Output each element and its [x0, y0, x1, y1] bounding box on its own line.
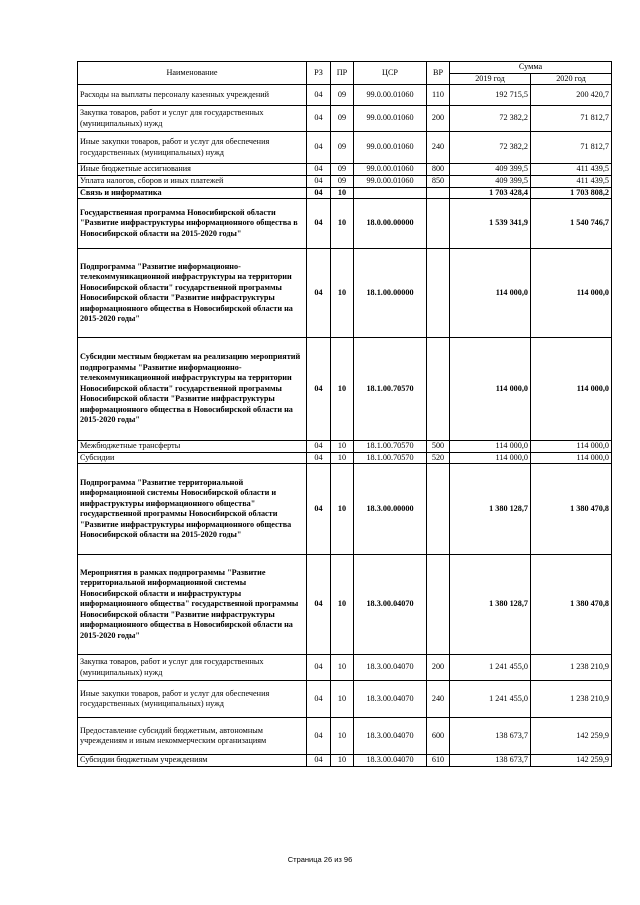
table-row — [78, 555, 612, 655]
cell-rz: 04 — [307, 199, 331, 249]
cell-csr: 18.1.00.70570 — [354, 338, 427, 441]
table-row — [78, 132, 612, 164]
cell-sum-2019: 72 382,2 — [450, 106, 531, 132]
cell-vr: 500 — [427, 441, 450, 453]
cell-sum-2020: 114 000,0 — [531, 452, 612, 464]
cell-sum-2019: 409 399,5 — [450, 176, 531, 188]
cell-csr: 99.0.00.01060 — [354, 85, 427, 106]
cell-vr: 200 — [427, 106, 450, 132]
cell-pr: 09 — [331, 132, 354, 164]
cell-rz: 04 — [307, 755, 331, 767]
cell-rz: 04 — [307, 132, 331, 164]
header-pr: ПР — [331, 62, 354, 85]
cell-name: Субсидии — [78, 452, 307, 464]
cell-sum-2020: 1 380 470,8 — [531, 555, 612, 655]
cell-rz: 04 — [307, 187, 331, 199]
cell-vr: 200 — [427, 655, 450, 681]
cell-rz: 04 — [307, 164, 331, 176]
cell-csr: 18.3.00.04070 — [354, 681, 427, 718]
cell-rz: 04 — [307, 655, 331, 681]
table-row — [78, 187, 612, 199]
cell-sum-2019: 192 715,5 — [450, 85, 531, 106]
header-name: Наименование — [78, 62, 307, 85]
cell-pr: 10 — [331, 718, 354, 755]
cell-name: Иные закупки товаров, работ и услуг для обеспечения государственных (муниципальных) нужд — [78, 681, 307, 718]
cell-pr: 10 — [331, 452, 354, 464]
cell-sum-2020: 142 259,9 — [531, 718, 612, 755]
cell-pr: 10 — [331, 199, 354, 249]
cell-name: Закупка товаров, работ и услуг для государственных (муниципальных) нужд — [78, 106, 307, 132]
cell-csr: 99.0.00.01060 — [354, 106, 427, 132]
cell-sum-2020: 71 812,7 — [531, 132, 612, 164]
table-row — [78, 755, 612, 767]
cell-name: Подпрограмма "Развитие территориальной информационной системы Новосибирской области и инфраструктуры информационного общества" государственной программы Новосибирской области "Развитие инфраструктуры информационного общества Новосибирской области на 2015-2020 годы" — [78, 464, 307, 555]
table-row — [78, 199, 612, 249]
cell-sum-2019: 1 241 455,0 — [450, 655, 531, 681]
cell-rz: 04 — [307, 464, 331, 555]
cell-csr: 99.0.00.01060 — [354, 176, 427, 188]
cell-vr: 800 — [427, 164, 450, 176]
cell-pr: 10 — [331, 338, 354, 441]
cell-rz: 04 — [307, 452, 331, 464]
cell-csr: 18.3.00.04070 — [354, 655, 427, 681]
cell-sum-2019: 1 380 128,7 — [450, 464, 531, 555]
cell-csr: 18.1.00.70570 — [354, 452, 427, 464]
cell-sum-2019: 114 000,0 — [450, 249, 531, 338]
header-rz: РЗ — [307, 62, 331, 85]
cell-name: Подпрограмма "Развитие информационно-телекоммуникационной инфраструктуры на территории Новосибирской области" государственной программы Новосибирской области "Развитие инфраструктуры информационного общества в Новосибирской области на 2015-2020 годы" — [78, 249, 307, 338]
cell-sum-2019: 1 539 341,9 — [450, 199, 531, 249]
cell-name: Межбюджетные трансферты — [78, 441, 307, 453]
cell-pr: 10 — [331, 249, 354, 338]
cell-vr — [427, 555, 450, 655]
table-row — [78, 464, 612, 555]
cell-pr: 10 — [331, 681, 354, 718]
cell-pr: 10 — [331, 464, 354, 555]
table-row — [78, 681, 612, 718]
cell-csr: 18.3.00.04070 — [354, 718, 427, 755]
cell-rz: 04 — [307, 176, 331, 188]
cell-sum-2020: 1 703 808,2 — [531, 187, 612, 199]
cell-rz: 04 — [307, 106, 331, 132]
table-row — [78, 176, 612, 188]
header-year-2019: 2019 год — [450, 73, 531, 85]
cell-csr: 99.0.00.01060 — [354, 164, 427, 176]
cell-csr: 18.1.00.70570 — [354, 441, 427, 453]
cell-csr: 18.0.00.00000 — [354, 199, 427, 249]
table-row — [78, 452, 612, 464]
cell-sum-2020: 142 259,9 — [531, 755, 612, 767]
table-row — [78, 164, 612, 176]
cell-name: Расходы на выплаты персоналу казенных учреждений — [78, 85, 307, 106]
table-row — [78, 718, 612, 755]
cell-pr: 09 — [331, 176, 354, 188]
table-row — [78, 655, 612, 681]
cell-vr: 850 — [427, 176, 450, 188]
cell-sum-2019: 138 673,7 — [450, 718, 531, 755]
cell-sum-2019: 409 399,5 — [450, 164, 531, 176]
cell-name: Субсидии местным бюджетам на реализацию мероприятий подпрограммы "Развитие информационно-телекоммуникационной инфраструктуры на территории Новосибирской области" государственной программы Новосибирской области "Развитие инфраструктуры информационного общества в Новосибирской области на 2015-2020 годы" — [78, 338, 307, 441]
table-body — [78, 85, 612, 767]
cell-sum-2020: 411 439,5 — [531, 164, 612, 176]
cell-sum-2020: 411 439,5 — [531, 176, 612, 188]
cell-sum-2020: 71 812,7 — [531, 106, 612, 132]
cell-name: Государственная программа Новосибирской области "Развитие инфраструктуры информационного общества в Новосибирской области на 2015-2020 годы" — [78, 199, 307, 249]
cell-sum-2020: 1 238 210,9 — [531, 681, 612, 718]
header-sum: Сумма — [450, 62, 612, 74]
cell-sum-2019: 114 000,0 — [450, 338, 531, 441]
cell-sum-2019: 114 000,0 — [450, 441, 531, 453]
cell-csr: 99.0.00.01060 — [354, 132, 427, 164]
cell-vr: 110 — [427, 85, 450, 106]
cell-pr: 10 — [331, 755, 354, 767]
cell-name: Мероприятия в рамках подпрограммы "Развитие территориальной информационной системы Новосибирской области и инфраструктуры информационного общества" государственной программы Новосибирской области "Развитие инфраструктуры информационного общества в Новосибирской области на 2015-2020 годы" — [78, 555, 307, 655]
cell-csr: 18.3.00.04070 — [354, 755, 427, 767]
cell-pr: 09 — [331, 106, 354, 132]
cell-rz: 04 — [307, 338, 331, 441]
table-row — [78, 338, 612, 441]
cell-vr: 240 — [427, 132, 450, 164]
cell-sum-2019: 1 241 455,0 — [450, 681, 531, 718]
cell-sum-2019: 138 673,7 — [450, 755, 531, 767]
cell-rz: 04 — [307, 85, 331, 106]
table-row — [78, 85, 612, 106]
cell-name: Иные бюджетные ассигнования — [78, 164, 307, 176]
cell-vr — [427, 338, 450, 441]
cell-vr — [427, 187, 450, 199]
cell-csr — [354, 187, 427, 199]
cell-sum-2019: 72 382,2 — [450, 132, 531, 164]
cell-vr: 240 — [427, 681, 450, 718]
table-row — [78, 106, 612, 132]
cell-sum-2020: 1 380 470,8 — [531, 464, 612, 555]
cell-name: Субсидии бюджетным учреждениям — [78, 755, 307, 767]
cell-pr: 10 — [331, 555, 354, 655]
cell-rz: 04 — [307, 718, 331, 755]
cell-sum-2020: 114 000,0 — [531, 441, 612, 453]
cell-name: Уплата налогов, сборов и иных платежей — [78, 176, 307, 188]
cell-vr: 520 — [427, 452, 450, 464]
cell-sum-2019: 1 703 428,4 — [450, 187, 531, 199]
cell-sum-2020: 1 540 746,7 — [531, 199, 612, 249]
header-csr: ЦСР — [354, 62, 427, 85]
cell-rz: 04 — [307, 249, 331, 338]
cell-rz: 04 — [307, 555, 331, 655]
cell-vr: 600 — [427, 718, 450, 755]
cell-sum-2020: 114 000,0 — [531, 338, 612, 441]
cell-csr: 18.3.00.04070 — [354, 555, 427, 655]
cell-name: Предоставление субсидий бюджетным, автономным учреждениям и иным некоммерческим организациям — [78, 718, 307, 755]
cell-vr — [427, 464, 450, 555]
cell-name: Иные закупки товаров, работ и услуг для обеспечения государственных (муниципальных) нужд — [78, 132, 307, 164]
table-row — [78, 441, 612, 453]
cell-pr: 09 — [331, 164, 354, 176]
header-vr: ВР — [427, 62, 450, 85]
cell-csr: 18.3.00.00000 — [354, 464, 427, 555]
page-number: Страница 26 из 96 — [287, 855, 353, 864]
cell-pr: 10 — [331, 655, 354, 681]
cell-pr: 10 — [331, 187, 354, 199]
cell-sum-2020: 114 000,0 — [531, 249, 612, 338]
cell-sum-2020: 1 238 210,9 — [531, 655, 612, 681]
cell-pr: 10 — [331, 441, 354, 453]
cell-sum-2019: 114 000,0 — [450, 452, 531, 464]
cell-vr — [427, 199, 450, 249]
cell-name: Связь и информатика — [78, 187, 307, 199]
cell-vr — [427, 249, 450, 338]
cell-rz: 04 — [307, 681, 331, 718]
cell-sum-2019: 1 380 128,7 — [450, 555, 531, 655]
cell-rz: 04 — [307, 441, 331, 453]
cell-pr: 09 — [331, 85, 354, 106]
cell-sum-2020: 200 420,7 — [531, 85, 612, 106]
budget-table — [77, 61, 612, 767]
header-year-2020: 2020 год — [531, 73, 612, 85]
cell-vr: 610 — [427, 755, 450, 767]
table-row — [78, 249, 612, 338]
cell-name: Закупка товаров, работ и услуг для государственных (муниципальных) нужд — [78, 655, 307, 681]
cell-csr: 18.1.00.00000 — [354, 249, 427, 338]
